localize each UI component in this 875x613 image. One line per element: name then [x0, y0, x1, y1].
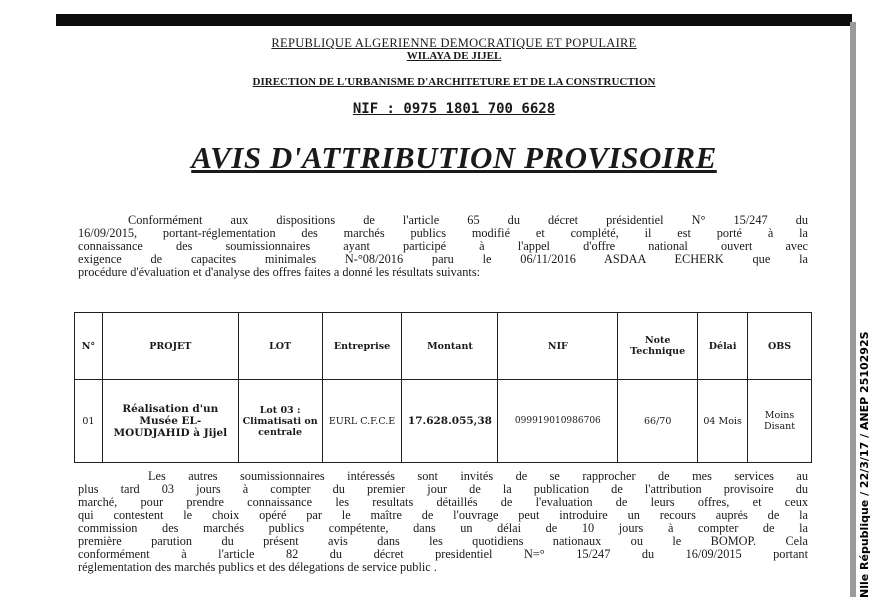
col-header-delai: Délai: [698, 313, 748, 380]
header-wilaya: WILAYA DE JIJEL: [406, 50, 502, 62]
intro-line: procédure d'évaluation et d'analyse des offres faites a donné les résultats suivants:: [78, 265, 481, 279]
document-title: AVIS D'ATTRIBUTION PROVISOIRE: [191, 140, 717, 175]
col-header-note-technique: Note Technique: [618, 313, 698, 380]
closing-line: première parution du présent avis dans les quotidiens nationaux ou le BOMOP. Cela: [78, 534, 808, 548]
closing-paragraph: [78, 470, 808, 574]
col-header-lot: LOT: [238, 313, 322, 380]
top-border-bar: [56, 14, 852, 26]
table-header-row: [75, 313, 812, 380]
closing-line: commission des marchés publics compétente, dans un délai de 10 jours à compter de la: [78, 521, 808, 535]
cell-montant: 17.628.055,38: [402, 380, 498, 463]
cell-note-technique: 66/70: [618, 380, 698, 463]
cell-projet: Réalisation d'un Musée EL-MOUDJAHID à Jijel: [102, 380, 238, 463]
intro-line: 16/09/2015, portant-réglementation des marchés publics modifié et complété, il est porté à la: [78, 226, 808, 240]
cell-lot: Lot 03 : Climatisati on centrale: [238, 380, 322, 463]
intro-paragraph: [78, 214, 808, 279]
header-republic: REPUBLIQUE ALGERIENNE DEMOCRATIQUE ET POPULAIRE: [271, 36, 637, 50]
cell-nif: 099919010986706: [498, 380, 618, 463]
header-nif: NIF : 0975 1801 700 6628: [352, 101, 556, 117]
closing-line: marché, pour prendre connaissance les resultats détaillés de l'evaluation de leurs offres, et ceux: [78, 495, 808, 509]
closing-line: qui contestent le choix opéré par le maître de l'ouvrage peut introduire un recours auprés de la: [78, 508, 808, 522]
publication-side-note: Nlle République / 22/3/17 / ANEP 2510292S: [858, 331, 871, 598]
cell-obs: Moins Disant: [748, 380, 812, 463]
closing-line: plus tard 03 jours à compter du premier jour de la publication de l'attribution provisoire du: [78, 482, 808, 496]
col-header-obs: OBS: [748, 313, 812, 380]
header-direction: DIRECTION DE L'URBANISME D'ARCHITETURE ET DE LA CONSTRUCTION: [252, 76, 656, 88]
intro-line: Conformément aux dispositions de l'article 65 du décret présidentiel N° 15/247 du: [128, 213, 808, 227]
results-table: [74, 312, 812, 463]
col-header-projet: PROJET: [102, 313, 238, 380]
col-header-entreprise: Entreprise: [322, 313, 402, 380]
col-header-montant: Montant: [402, 313, 498, 380]
intro-line: connaissance des soumissionnaires ayant participé à l'appel d'offre national ouvert avec: [78, 239, 808, 253]
cell-delai: 04 Mois: [698, 380, 748, 463]
col-header-number: N°: [75, 313, 103, 380]
table-row: [75, 380, 812, 463]
intro-line: exigence de capacites minimales N-°08/2016 paru le 06/11/2016 ASDAA ECHERK que la: [78, 252, 808, 266]
cell-number: 01: [75, 380, 103, 463]
cell-entreprise: EURL C.F.C.E: [322, 380, 402, 463]
col-header-nif: NIF: [498, 313, 618, 380]
closing-line: réglementation des marchés publics et des délegations de service public .: [78, 560, 437, 574]
closing-line: Les autres soumissionnaires intéressés sont invités de se rapprocher de mes services au: [148, 469, 808, 483]
closing-line: conformément à l'article 82 du décret presidentiel N=° 15/247 du 16/09/2015 portant: [78, 547, 808, 561]
